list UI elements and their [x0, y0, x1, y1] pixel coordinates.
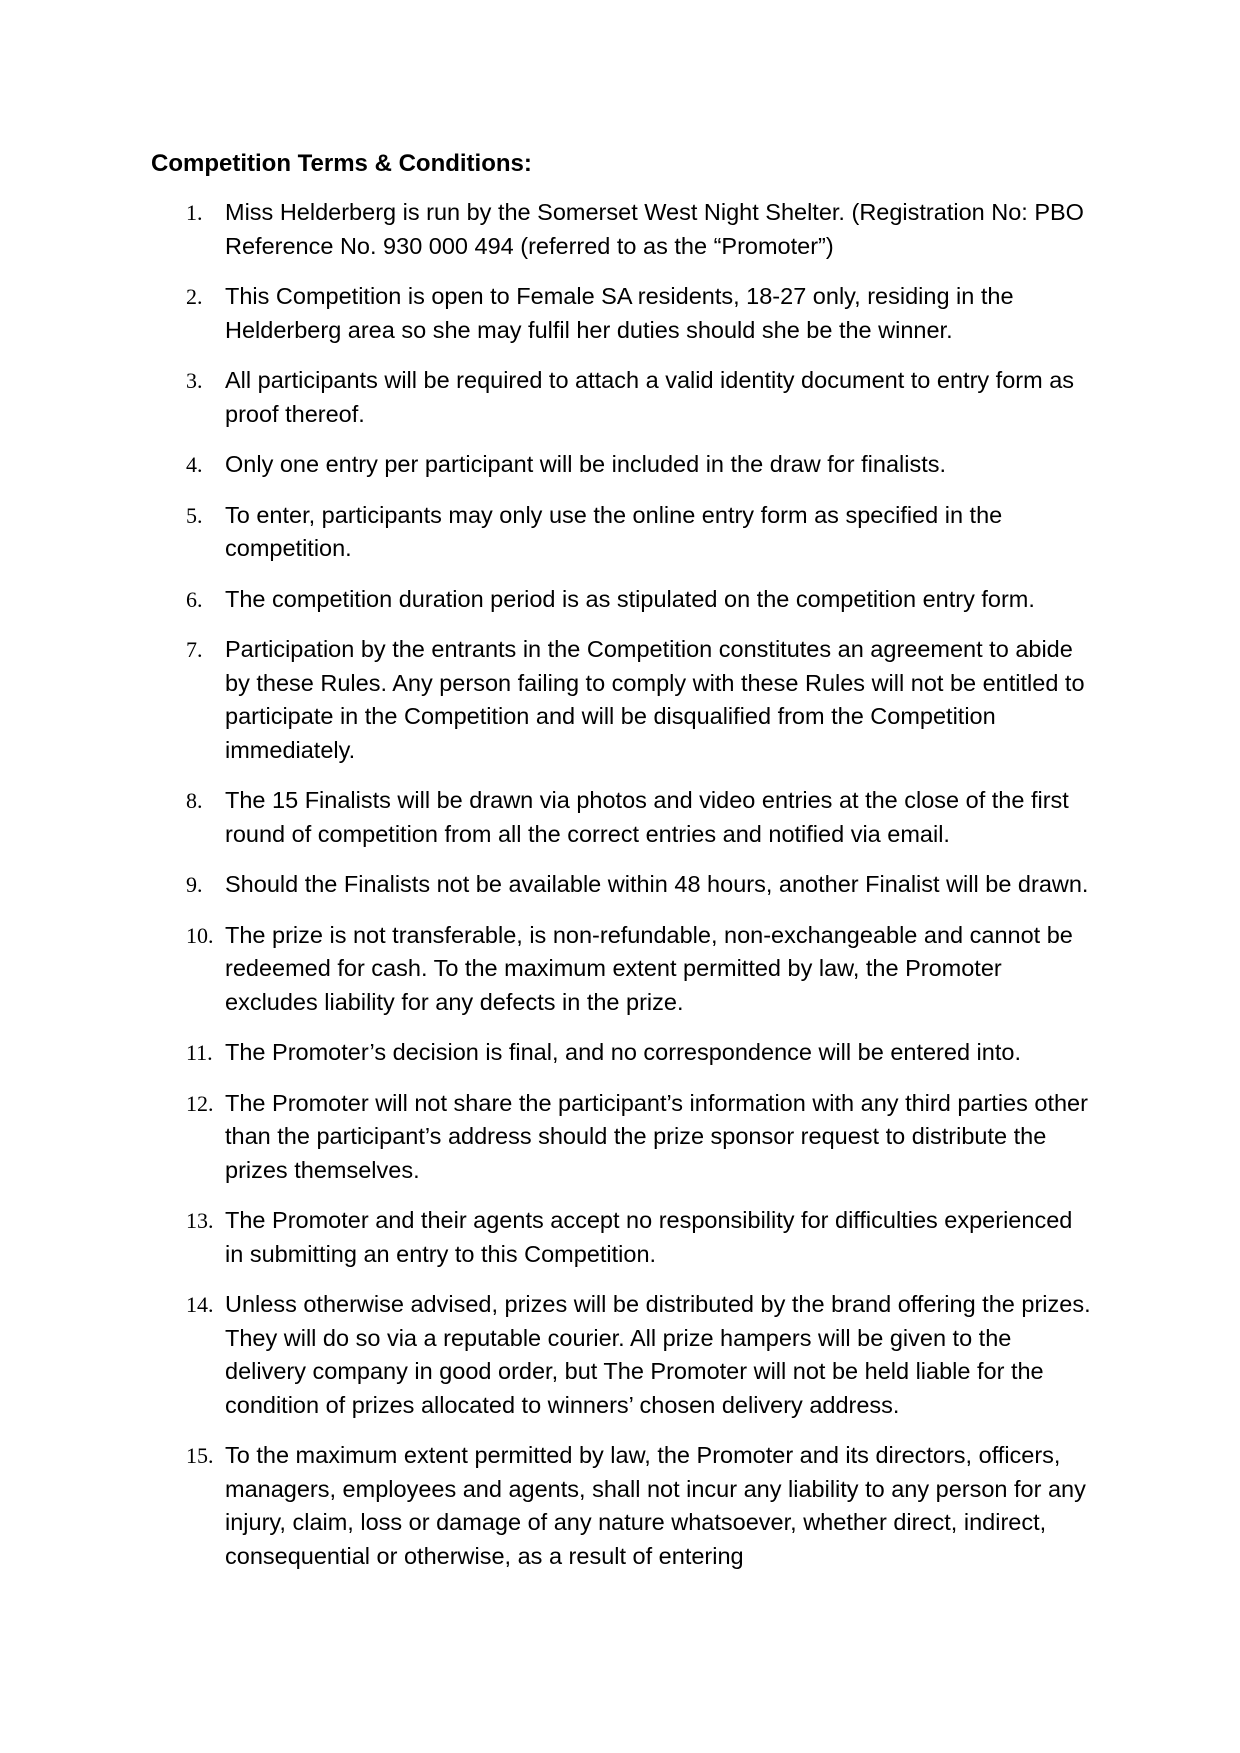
term-item	[0, 448, 1240, 482]
term-text: This Competition is open to Female SA residents, 18-27 only, residing in the Helderberg area so she may fulfil her duties should she be the winner.	[225, 283, 1014, 343]
term-item	[0, 633, 1240, 767]
term-text: The Promoter and their agents accept no responsibility for difficulties experienced in submitting an entry to this Competition.	[225, 1207, 1073, 1267]
term-item	[0, 1036, 1240, 1070]
term-item	[0, 1087, 1240, 1188]
document-heading: Competition Terms & Conditions:	[151, 150, 532, 177]
term-item	[0, 1288, 1240, 1422]
term-text: Participation by the entrants in the Competition constitutes an agreement to abide by these Rules. Any person failing to comply with these Rules will not be entitled to participate in the Competition and will be disqualified from the Competition immediately.	[225, 636, 1085, 763]
term-text: To the maximum extent permitted by law, the Promoter and its directors, officers, managers, employees and agents, shall not incur any liability to any person for any injury, claim, loss or damage of any nature whatsoever, whether direct, indirect, consequential or otherwise, as a result of entering	[225, 1442, 1086, 1569]
term-number: 7.	[186, 637, 203, 662]
term-number: 12.	[186, 1090, 214, 1116]
term-number: 15.	[186, 1443, 214, 1468]
term-text: The Promoter’s decision is final, and no correspondence will be entered into.	[225, 1039, 1021, 1065]
term-item	[0, 1439, 1240, 1573]
term-item	[0, 868, 1240, 902]
term-text: The competition duration period is as stipulated on the competition entry form.	[225, 585, 1035, 612]
term-number: 6.	[186, 586, 203, 612]
term-item	[0, 196, 1240, 263]
term-number: 5.	[186, 502, 203, 528]
term-number: 9.	[186, 872, 203, 897]
term-number: 2.	[186, 284, 203, 309]
term-text: Should the Finalists not be available within 48 hours, another Finalist will be drawn.	[225, 871, 1089, 897]
term-text: The 15 Finalists will be drawn via photos and video entries at the close of the first round of competition from all the correct entries and notified via email.	[225, 787, 1069, 847]
term-number: 13.	[186, 1208, 214, 1233]
term-item	[0, 919, 1240, 1020]
term-number: 10.	[186, 922, 214, 948]
term-item	[0, 583, 1240, 617]
term-text: Only one entry per participant will be included in the draw for finalists.	[225, 451, 947, 477]
term-text: Miss Helderberg is run by the Somerset West Night Shelter. (Registration No: PBO Reference No. 930 000 494 (referred to as the “Promoter”)	[225, 199, 1084, 259]
term-number: 8.	[186, 788, 203, 813]
term-text: All participants will be required to attach a valid identity document to entry form as proof thereof.	[225, 367, 1075, 427]
terms-list	[0, 196, 1240, 1590]
term-item	[0, 499, 1240, 566]
term-text: To enter, participants may only use the online entry form as specified in the competition.	[225, 501, 1003, 561]
term-item	[0, 784, 1240, 851]
term-item	[0, 1204, 1240, 1271]
term-text: Unless otherwise advised, prizes will be distributed by the brand offering the prizes. They will do so via a reputable courier. All prize hampers will be given to the delivery company in good order, but The Promoter will not be held liable for the condition of prizes allocated to winners’ chosen delivery address.	[225, 1291, 1091, 1418]
term-number: 1.	[186, 200, 203, 225]
term-number: 3.	[186, 368, 203, 393]
term-number: 14.	[186, 1292, 214, 1317]
term-text: The prize is not transferable, is non-refundable, non-exchangeable and cannot be redeemed for cash. To the maximum extent permitted by law, the Promoter excludes liability for any defects in the prize.	[225, 921, 1073, 1015]
term-number: 11.	[186, 1040, 213, 1065]
term-item	[0, 280, 1240, 347]
term-number: 4.	[186, 452, 203, 477]
term-text: The Promoter will not share the participant’s information with any third parties other than the participant’s address should the prize sponsor request to distribute the prizes themselves.	[225, 1089, 1088, 1183]
term-item	[0, 364, 1240, 431]
